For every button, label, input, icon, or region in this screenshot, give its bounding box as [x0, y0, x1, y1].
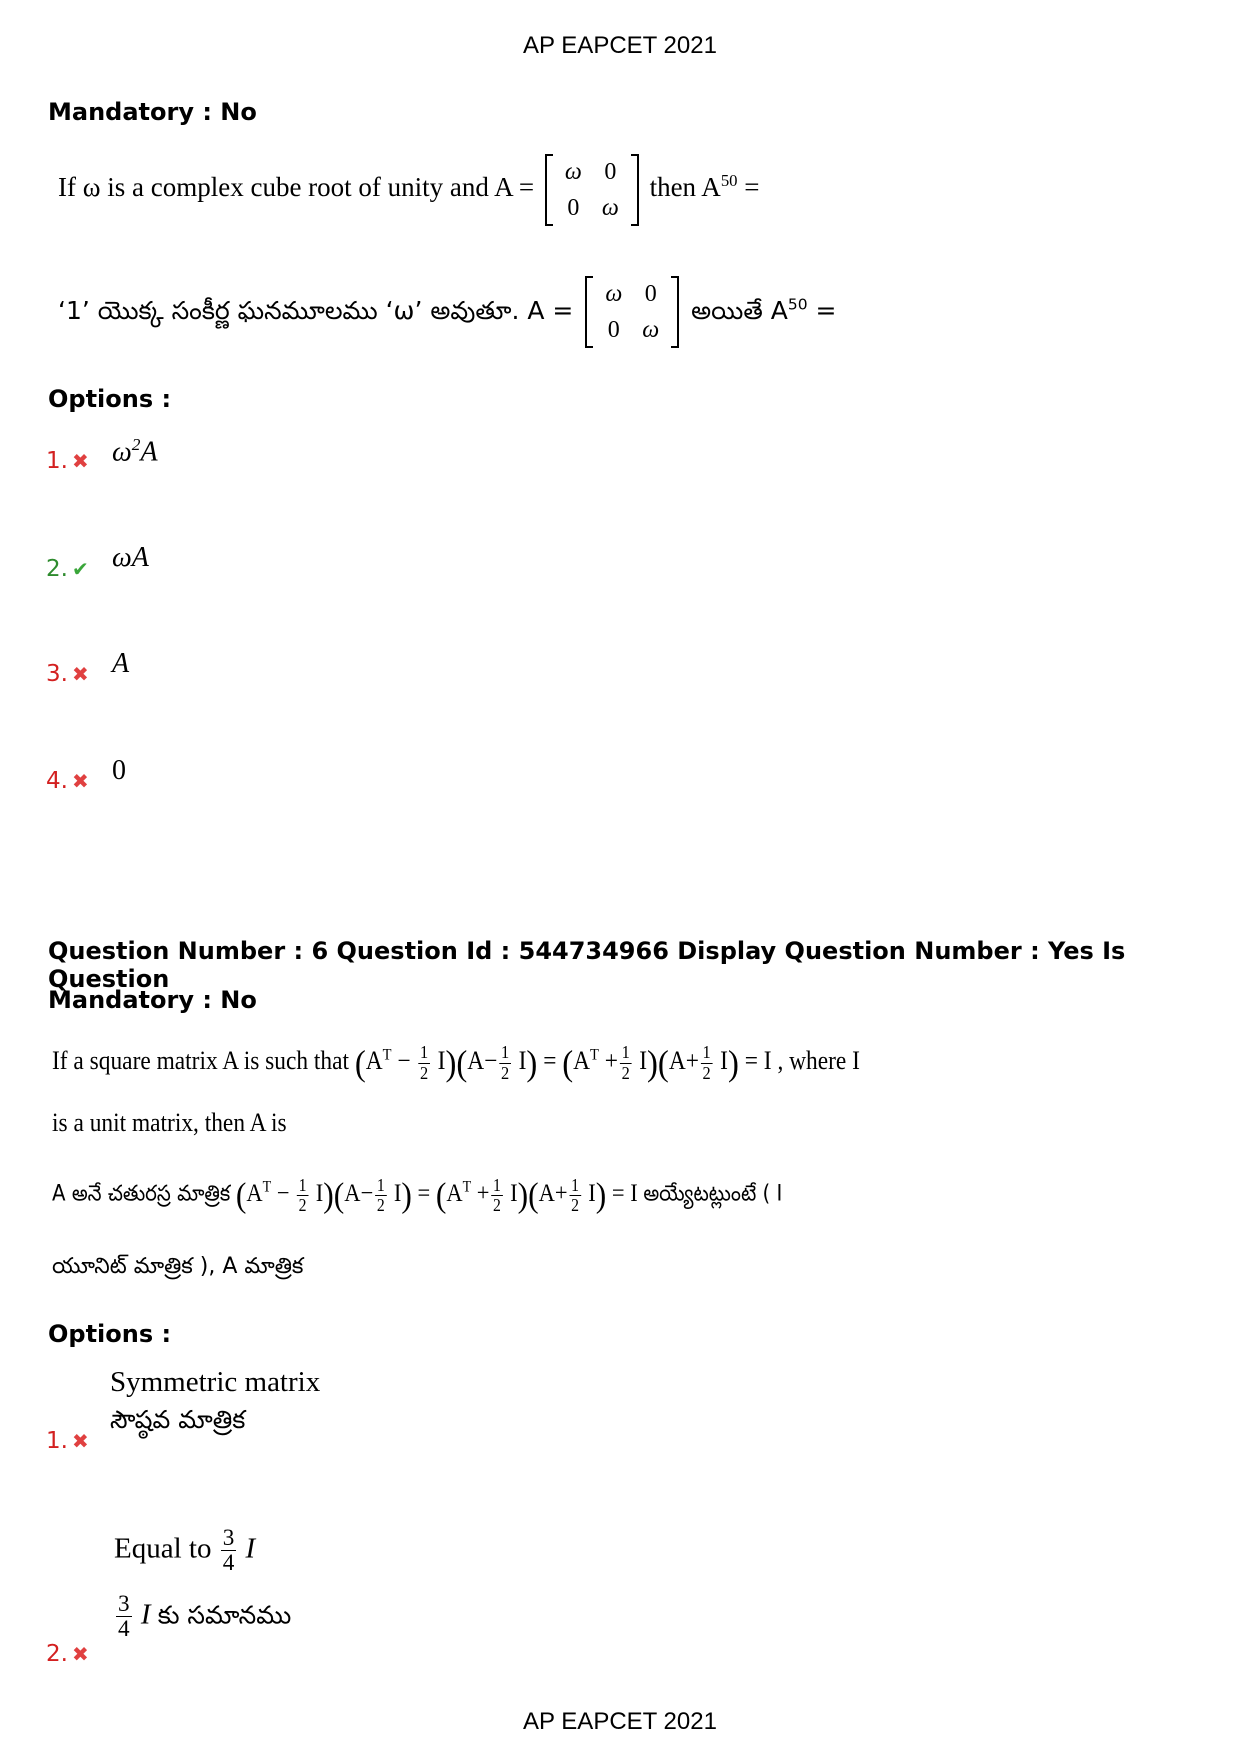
- eq-A: A: [446, 1179, 463, 1207]
- frac-den: 4: [222, 1550, 235, 1577]
- q6-en-prefix: If a square matrix A is such that: [52, 1045, 349, 1075]
- eq-T: T: [590, 1046, 599, 1064]
- paren: (: [333, 1175, 345, 1214]
- q5-matrix-te: [585, 276, 679, 348]
- eq-T: T: [262, 1178, 272, 1196]
- paren: (: [456, 1043, 468, 1083]
- frac-num: 1: [500, 1042, 510, 1063]
- paren: (: [528, 1175, 539, 1214]
- q5-te-exponent: 50: [787, 295, 808, 314]
- q5-option-4-number: [46, 768, 89, 794]
- q6-question-english-line2: is a unit matrix, then A is: [52, 1108, 287, 1137]
- fraction: [491, 1176, 502, 1214]
- option-number: 2.: [46, 556, 68, 582]
- option-base: ω: [112, 436, 132, 468]
- frac-num: 1: [420, 1042, 429, 1063]
- q5-te-suffix: అయితే A: [691, 296, 788, 325]
- eq-A: A: [538, 1179, 555, 1207]
- frac-den: 2: [571, 1194, 580, 1215]
- paren: ): [595, 1175, 607, 1214]
- eq-A: A: [344, 1179, 361, 1207]
- q5-en-suffix: then A: [649, 172, 721, 203]
- option-base: ωA: [112, 542, 149, 573]
- q5-option-2: [112, 542, 149, 574]
- cross-icon: ✖: [71, 1429, 89, 1453]
- q6-option-1: [110, 1366, 320, 1441]
- option-number: 3.: [46, 661, 68, 687]
- frac-num: 3: [222, 1525, 235, 1551]
- option-exponent: 2: [131, 435, 141, 454]
- q6-meta: Question Number : 6 Question Id : 544734966 Display Question Number : Yes Is Question: [48, 937, 1126, 993]
- fraction: [701, 1043, 713, 1082]
- frac-num: 1: [376, 1175, 385, 1196]
- eq-minus: −: [276, 1179, 290, 1207]
- cross-icon: ✖: [71, 449, 89, 473]
- option-rest: A: [140, 436, 158, 468]
- q5-te-prefix: ‘1’ యొక్క సంకీర్ణ ఘనమూలము ‘ω’ అవుతూ. A =: [58, 296, 574, 325]
- eq-I: I: [315, 1179, 324, 1207]
- eq-I: I: [763, 1045, 772, 1075]
- frac-den: 2: [621, 1062, 630, 1083]
- option-base: A: [112, 648, 130, 679]
- eq-plus: +: [604, 1045, 618, 1075]
- check-icon: ✔: [71, 557, 89, 581]
- fraction: [418, 1043, 430, 1082]
- frac-num: 3: [118, 1591, 130, 1617]
- cross-icon: ✖: [71, 662, 89, 686]
- matrix-cell: ω: [564, 159, 582, 185]
- matrix-cell: 0: [644, 281, 657, 307]
- q5-option-4: [112, 755, 126, 787]
- option-number: 4.: [46, 768, 68, 794]
- eq-minus: −: [484, 1045, 498, 1075]
- q6-en-suffix: , where I: [777, 1045, 860, 1075]
- matrix-cell: 0: [567, 195, 580, 221]
- eq-I: I: [630, 1179, 638, 1207]
- option-text-en: Symmetric matrix: [110, 1366, 321, 1398]
- q5-question-telugu: [58, 276, 836, 348]
- frac-num: 1: [571, 1175, 580, 1196]
- eq-A: A: [573, 1045, 591, 1075]
- q6-question-telugu-line2: యూనిట్ మాత్రిక ), A మాత్రిక: [52, 1254, 304, 1279]
- eq-A: A: [668, 1045, 686, 1075]
- paren: (: [235, 1175, 247, 1214]
- matrix-cell: ω: [642, 317, 660, 343]
- q6-question-telugu-line1: [52, 1175, 782, 1215]
- cross-icon: ✖: [71, 1642, 89, 1666]
- option-var: I: [140, 1598, 151, 1631]
- matrix-cell: 0: [604, 159, 617, 185]
- frac-den: 2: [702, 1062, 711, 1083]
- q6-option-2-line1: [114, 1526, 255, 1576]
- eq-A: A: [246, 1179, 263, 1207]
- q5-option-1-number: [46, 448, 89, 474]
- paren: (: [657, 1043, 669, 1083]
- q6-te-suffix: అయ్యేటట్లుంటే ( I: [643, 1181, 783, 1207]
- q6-te-prefix: A అనే చతురస్ర మాత్రిక: [52, 1181, 231, 1207]
- fraction: [221, 1526, 237, 1576]
- fraction: [569, 1176, 580, 1214]
- option-number: 1.: [46, 448, 68, 474]
- eq-I: I: [393, 1179, 402, 1207]
- frac-num: 1: [621, 1042, 630, 1063]
- paren: ): [526, 1043, 538, 1083]
- q5-te-equals: =: [807, 296, 837, 325]
- q5-options-label: Options :: [48, 385, 172, 413]
- frac-den: 2: [420, 1062, 429, 1083]
- paren: (: [354, 1043, 366, 1083]
- q5-question-english: [58, 154, 760, 226]
- eq-I: I: [720, 1045, 728, 1075]
- matrix-cell: ω: [605, 281, 623, 307]
- q6-equation-en: [354, 1042, 778, 1083]
- eq-I: I: [588, 1179, 596, 1207]
- matrix-cell: 0: [607, 317, 620, 343]
- frac-num: 1: [702, 1042, 711, 1063]
- eq-plus: +: [476, 1179, 490, 1207]
- paren: ): [517, 1175, 529, 1214]
- q5-option-2-number: [46, 556, 89, 582]
- eq-equals: =: [543, 1045, 557, 1075]
- paren: ): [401, 1175, 412, 1214]
- eq-I: I: [437, 1045, 446, 1075]
- paren: (: [435, 1175, 447, 1214]
- paren: ): [647, 1043, 658, 1083]
- eq-A: A: [467, 1045, 485, 1075]
- paren: ): [323, 1175, 334, 1214]
- frac-num: 1: [298, 1175, 307, 1196]
- q5-option-3-number: [46, 661, 89, 687]
- eq-I: I: [510, 1179, 518, 1207]
- paren: (: [562, 1043, 574, 1083]
- q5-option-3: [112, 648, 129, 680]
- q5-en-equals: =: [737, 172, 760, 203]
- eq-A: A: [365, 1045, 383, 1075]
- eq-minus: −: [397, 1045, 411, 1075]
- q5-en-prefix: If ω is a complex cube root of unity and A =: [58, 172, 535, 203]
- eq-minus: −: [360, 1179, 374, 1207]
- frac-den: 2: [376, 1194, 385, 1215]
- q5-mandatory-label: Mandatory : No: [48, 98, 257, 126]
- option-text-te: కు సమానము: [157, 1600, 292, 1630]
- fraction: [297, 1176, 308, 1214]
- q6-option-1-number: [46, 1428, 89, 1454]
- page-footer: AP EAPCET 2021: [523, 1708, 717, 1735]
- option-number: 2.: [46, 1641, 68, 1667]
- q6-question-english-line1: [52, 1042, 860, 1084]
- frac-num: 1: [493, 1175, 501, 1196]
- q6-equation-te: [235, 1175, 643, 1215]
- frac-den: 2: [500, 1062, 510, 1083]
- frac-den: 2: [298, 1194, 307, 1215]
- eq-I: I: [518, 1045, 527, 1075]
- page-header: AP EAPCET 2021: [523, 32, 717, 59]
- frac-den: 2: [493, 1194, 501, 1215]
- option-base: 0: [112, 755, 126, 786]
- paren: ): [727, 1043, 739, 1083]
- q6-mandatory-label: Mandatory : No: [48, 986, 257, 1014]
- option-text-te: సౌష్ఠవ మాత్రిక: [110, 1405, 246, 1434]
- eq-equals: =: [744, 1045, 758, 1075]
- eq-equals: =: [417, 1179, 431, 1207]
- paren: ): [445, 1043, 457, 1083]
- eq-T: T: [462, 1178, 472, 1196]
- cross-icon: ✖: [71, 769, 89, 793]
- fraction: [116, 1592, 132, 1642]
- eq-plus: +: [554, 1179, 568, 1207]
- option-text-en: Equal to: [114, 1532, 212, 1565]
- option-var: I: [245, 1532, 256, 1565]
- q6-option-2-line2: [114, 1592, 291, 1642]
- option-number: 1.: [46, 1428, 68, 1454]
- eq-I: I: [639, 1045, 648, 1075]
- q5-matrix-en: [545, 154, 639, 226]
- q5-option-1: [112, 435, 158, 468]
- q5-en-exponent: 50: [720, 171, 738, 191]
- q6-option-2-number: [46, 1641, 89, 1667]
- q6-options-label: Options :: [48, 1320, 172, 1348]
- fraction: [375, 1176, 386, 1214]
- fraction: [620, 1043, 632, 1082]
- eq-plus: +: [685, 1045, 699, 1075]
- eq-equals: =: [611, 1179, 625, 1207]
- eq-T: T: [382, 1046, 392, 1064]
- fraction: [499, 1043, 511, 1082]
- matrix-cell: ω: [601, 195, 619, 221]
- frac-den: 4: [118, 1616, 130, 1643]
